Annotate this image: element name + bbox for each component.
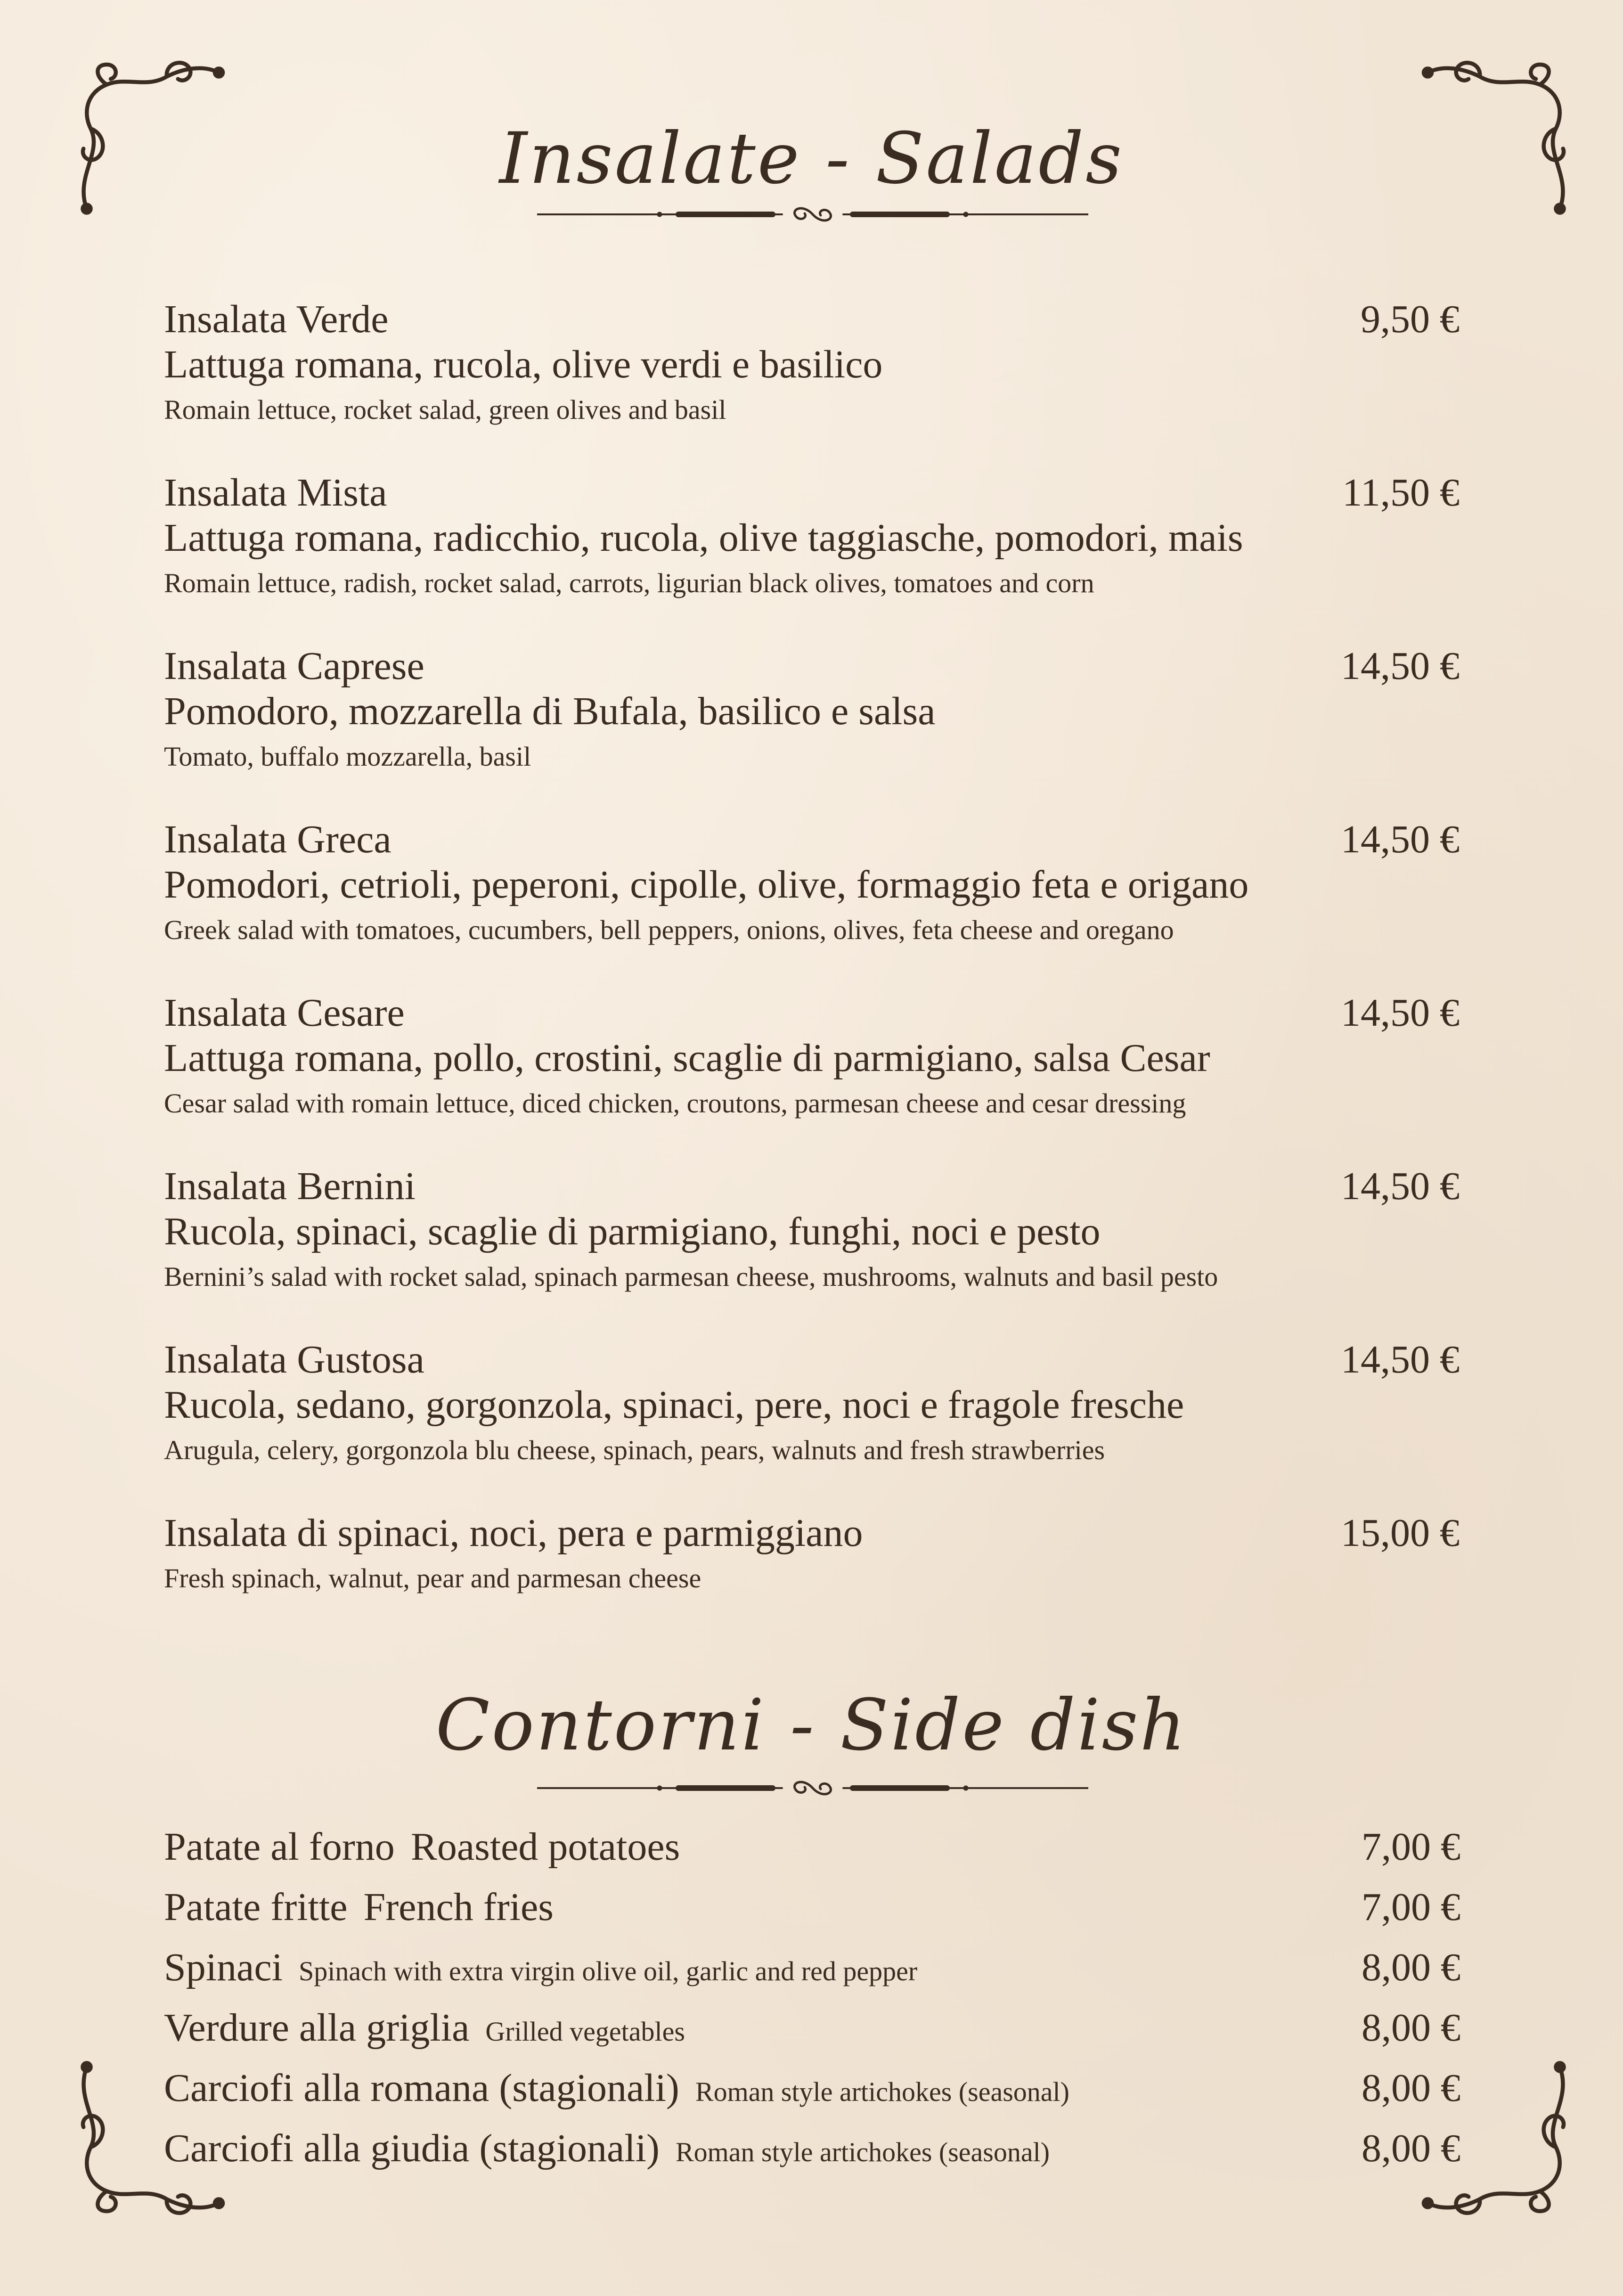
item-name: Insalata Verde (164, 297, 389, 341)
item-price: 8,00 € (1362, 2006, 1460, 2050)
item-price: 14,50 € (1341, 644, 1460, 688)
item-price: 14,50 € (1341, 1338, 1460, 1381)
item-name: Verdure alla griglia (164, 2006, 470, 2050)
item-name: Insalata Mista (164, 471, 387, 515)
item-description-it: Rucola, spinaci, scaglie di parmigiano, funghi, noci e pesto (164, 1209, 1101, 1253)
item-description-it: Lattuga romana, pollo, crostini, scaglie di parmigiano, salsa Cesar (164, 1036, 1210, 1080)
item-price: 8,00 € (1362, 2066, 1460, 2110)
item-price: 7,00 € (1362, 1885, 1460, 1929)
menu-item-insalata-greca (164, 817, 1460, 951)
item-name: Insalata Gustosa (164, 1338, 424, 1381)
salads-section-title: Insalate - Salads (499, 118, 1124, 200)
side-item-verdure-alla-griglia (164, 2002, 1460, 2054)
item-description-en: Bernini’s salad with rocket salad, spinach parmesan cheese, mushrooms, walnuts and basil pesto (164, 1261, 1218, 1292)
item-description-en: Romain lettuce, rocket salad, green olives and basil (164, 394, 726, 425)
sides-scroll-divider-icon (537, 1774, 1088, 1802)
side-item-spinaci (164, 1942, 1460, 1994)
item-price: 15,00 € (1341, 1511, 1460, 1555)
item-description-en: Grilled vegetables (485, 2016, 685, 2047)
item-description-en: Spinach with extra virgin olive oil, garlic and red pepper (298, 1956, 918, 1986)
item-price: 11,50 € (1342, 471, 1460, 515)
item-name: Carciofi alla romana (stagionali) (164, 2066, 679, 2110)
item-name: Insalata Bernini (164, 1164, 416, 1208)
item-description-en: Arugula, celery, gorgonzola blu cheese, spinach, pears, walnuts and fresh strawberries (164, 1435, 1105, 1465)
item-name: Insalata Cesare (164, 991, 405, 1035)
item-description-en: Greek salad with tomatoes, cucumbers, bell peppers, onions, olives, feta cheese and oregano (164, 915, 1174, 945)
item-price: 14,50 € (1341, 817, 1460, 861)
menu-item-insalata-bernini (164, 1164, 1460, 1298)
item-description-it: Lattuga romana, radicchio, rucola, olive taggiasche, pomodori, mais (164, 516, 1243, 560)
salads-scroll-divider-icon (537, 200, 1088, 229)
side-item-carciofi-alla-giudia (164, 2123, 1460, 2174)
item-description-en: Tomato, buffalo mozzarella, basil (164, 741, 531, 772)
side-item-patate-fritte (164, 1881, 1460, 1933)
item-description-en: Romain lettuce, radish, rocket salad, carrots, ligurian black olives, tomatoes and corn (164, 568, 1094, 598)
item-description-en: French fries (363, 1885, 554, 1929)
item-description-it: Rucola, sedano, gorgonzola, spinaci, pere, noci e fragole fresche (164, 1383, 1184, 1427)
side-item-carciofi-alla-romana (164, 2062, 1460, 2114)
side-item-patate-al-forno (164, 1821, 1460, 1873)
menu-item-insalata-cesare (164, 990, 1460, 1124)
sides-section-title: Contorni - Side dish (435, 1684, 1188, 1766)
item-description-it: Lattuga romana, rucola, olive verdi e basilico (164, 343, 883, 386)
item-description-en: Fresh spinach, walnut, pear and parmesan cheese (164, 1563, 701, 1593)
item-name: Carciofi alla giudia (stagionali) (164, 2126, 660, 2170)
item-name: Insalata Greca (164, 817, 391, 861)
menu-item-insalata-verde (164, 297, 1460, 431)
item-description-it: Pomodori, cetrioli, peperoni, cipolle, olive, formaggio feta e origano (164, 863, 1249, 907)
item-price: 14,50 € (1341, 1164, 1460, 1208)
item-name: Patate al forno (164, 1825, 395, 1869)
item-price: 14,50 € (1341, 991, 1460, 1035)
item-price: 7,00 € (1362, 1825, 1460, 1869)
menu-item-insalata-mista (164, 470, 1460, 604)
item-description-en: Cesar salad with romain lettuce, diced chicken, croutons, parmesan cheese and cesar dressing (164, 1088, 1186, 1119)
item-description-en: Roman style artichokes (seasonal) (675, 2137, 1050, 2167)
item-name: Insalata Caprese (164, 644, 424, 688)
item-name: Spinaci (164, 1945, 283, 1989)
item-price: 8,00 € (1362, 2126, 1460, 2170)
item-description-en: Roman style artichokes (seasonal) (695, 2076, 1069, 2107)
item-price: 9,50 € (1361, 297, 1460, 341)
item-description-it: Pomodoro, mozzarella di Bufala, basilico e salsa (164, 689, 936, 733)
item-name: Patate fritte (164, 1885, 348, 1929)
menu-item-insalata-caprese (164, 644, 1460, 777)
menu-item-insalata-di-spinaci (164, 1511, 1460, 1599)
item-price: 8,00 € (1362, 1945, 1460, 1989)
menu-item-insalata-gustosa (164, 1337, 1460, 1471)
item-name: Insalata di spinaci, noci, pera e parmiggiano (164, 1511, 863, 1555)
item-description-en: Roasted potatoes (410, 1825, 680, 1869)
